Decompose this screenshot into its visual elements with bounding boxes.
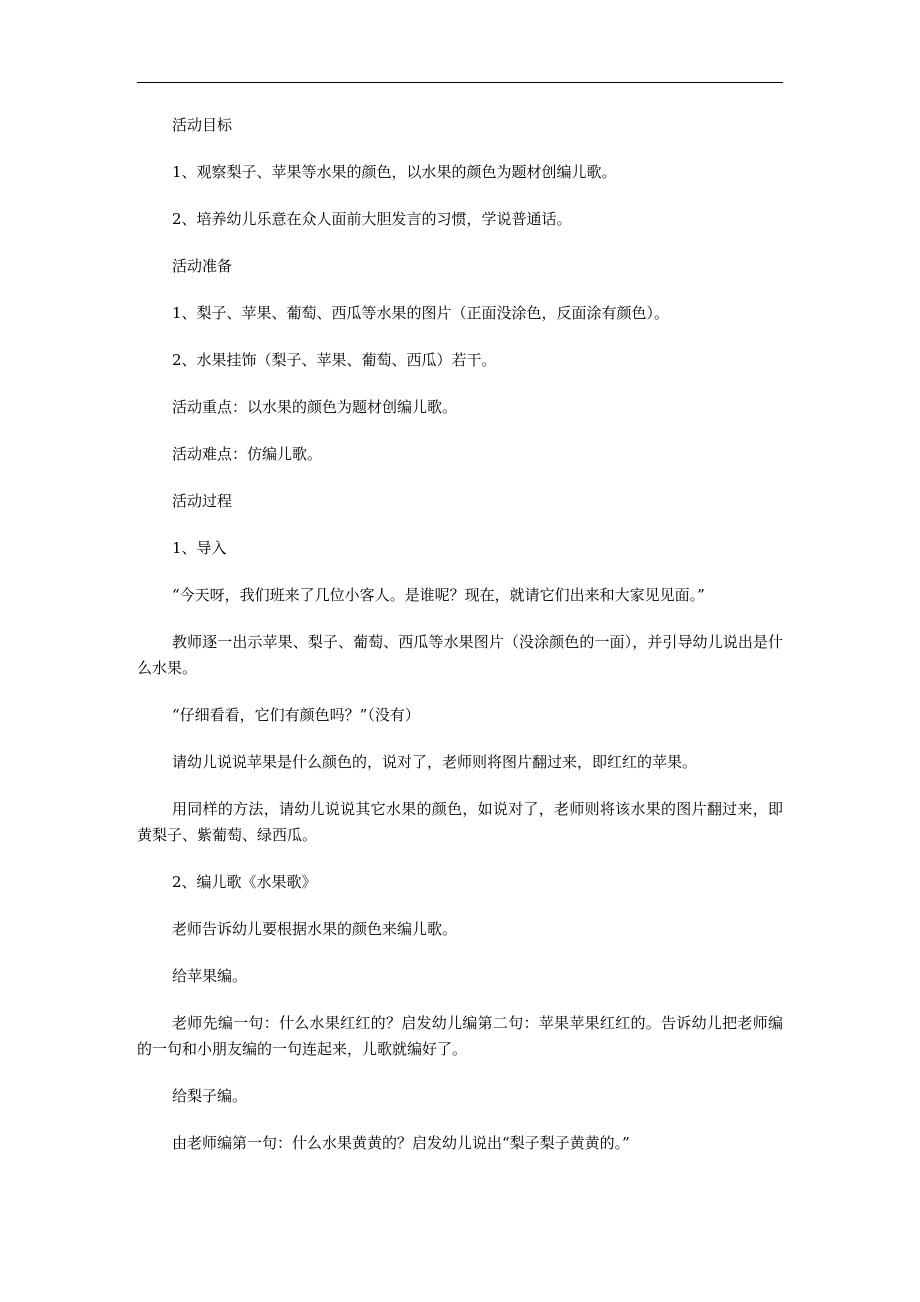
document-body: [137, 112, 783, 1156]
teacher-quote-colors: “仔细看看，它们有颜色吗？”（没有）: [172, 706, 420, 724]
heading-activity-preparation: 活动准备: [172, 257, 233, 275]
process-paragraph: 老师先编一句：什么水果红红的？启发幼儿编第二句：苹果苹果红红的。告诉幼儿把老师编的一句和小朋友编的一句连起来，儿歌就编好了。: [137, 1014, 783, 1058]
process-step-2-heading: 2、编儿歌《水果歌》: [172, 873, 317, 891]
process-step-1-heading: 1、导入: [172, 539, 227, 557]
preparation-item-2: 2、水果挂饰（梨子、苹果、葡萄、西瓜）若干。: [172, 351, 497, 369]
activity-focus: 活动重点：以水果的颜色为题材创编儿歌。: [172, 398, 458, 416]
subheading-pear: 给梨子编。: [172, 1087, 248, 1105]
subheading-apple: 给苹果编。: [172, 967, 248, 985]
goal-item-2: 2、培养幼儿乐意在众人面前大胆发言的习惯，学说普通话。: [172, 210, 572, 228]
process-paragraph: 由老师编第一句：什么水果黄黄的？启发幼儿说出“梨子梨子黄黄的。”: [172, 1134, 630, 1152]
teacher-quote-intro: “今天呀，我们班来了几位小客人。是谁呢？现在，就请它们出来和大家见见面。”: [172, 586, 705, 604]
heading-activity-process: 活动过程: [172, 492, 233, 510]
process-paragraph: 用同样的方法，请幼儿说说其它水果的颜色，如说对了，老师则将该水果的图片翻过来，即黄梨子、紫葡萄、绿西瓜。: [137, 800, 783, 844]
process-paragraph: 老师告诉幼儿要根据水果的颜色来编儿歌。: [172, 920, 458, 938]
activity-difficulty: 活动难点：仿编儿歌。: [172, 445, 323, 463]
process-paragraph: 请幼儿说说苹果是什么颜色的，说对了，老师则将图片翻过来，即红红的苹果。: [172, 753, 698, 771]
header-divider: [137, 82, 783, 83]
preparation-item-1: 1、梨子、苹果、葡萄、西瓜等水果的图片（正面没涂色，反面涂有颜色）。: [172, 304, 670, 322]
goal-item-1: 1、观察梨子、苹果等水果的颜色，以水果的颜色为题材创编儿歌。: [172, 163, 617, 181]
heading-activity-goals: 活动目标: [172, 116, 233, 134]
process-paragraph: 教师逐一出示苹果、梨子、葡萄、西瓜等水果图片（没涂颜色的一面），并引导幼儿说出是什么水果。: [137, 633, 783, 677]
